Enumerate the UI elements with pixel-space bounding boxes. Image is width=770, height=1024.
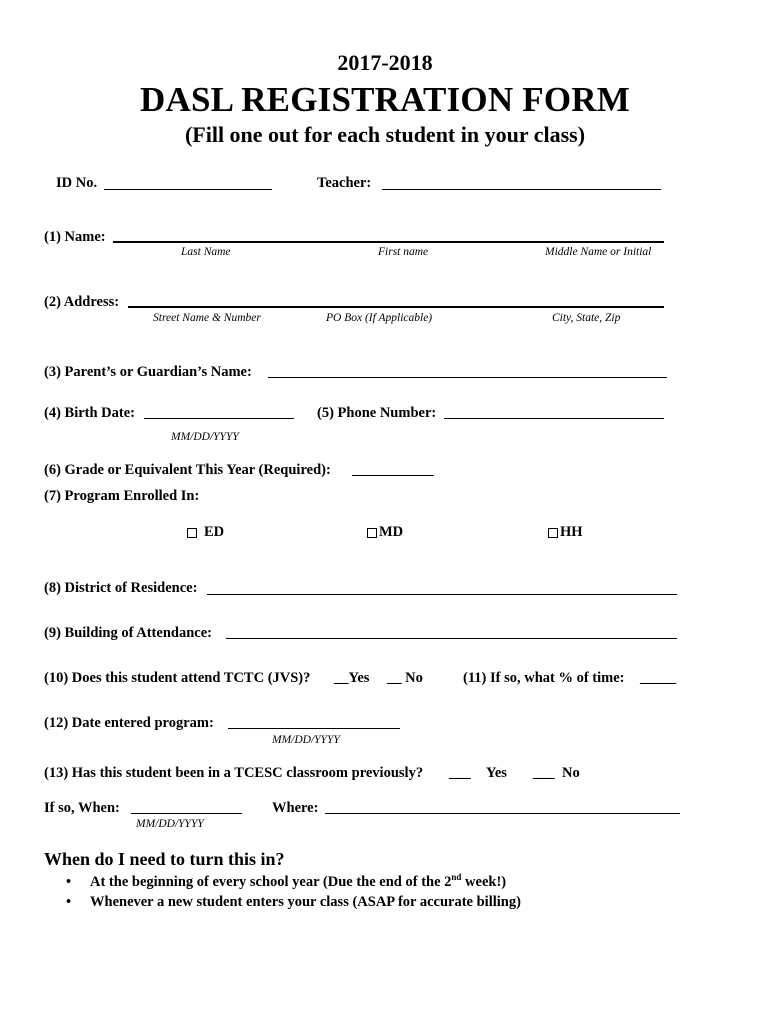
address-field[interactable] [128,306,664,308]
when-field[interactable] [131,813,242,814]
street-hint: Street Name & Number [153,312,261,324]
teacher-label: Teacher: [317,175,372,191]
city-state-zip-hint: City, State, Zip [552,312,621,324]
parent-label: (3) Parent’s or Guardian’s Name: [44,364,252,380]
birth-date-hint: MM/DD/YYYY [171,431,239,443]
po-box-hint: PO Box (If Applicable) [326,312,433,324]
form-year: 2017-2018 [337,50,433,75]
ed-option-label: ED [204,524,225,540]
form-subtitle: (Fill one out for each student in your class) [184,122,586,147]
teacher-field[interactable] [382,189,661,190]
building-label: (9) Building of Attendance: [44,625,212,641]
tcesc-yes-blank[interactable]: ___ [449,765,471,781]
parent-field[interactable] [268,377,667,378]
percent-label: (11) If so, what % of time: [463,670,625,686]
submission-bullet-2: • Whenever a new student enters your class (ASAP for accurate billing) [44,892,521,912]
last-name-hint: Last Name [181,246,231,258]
hh-option-label: HH [560,524,583,540]
when-label: If so, When: [44,800,120,816]
phone-label: (5) Phone Number: [317,405,437,421]
district-label: (8) District of Residence: [44,580,198,596]
when-hint: MM/DD/YYYY [136,818,204,830]
birth-date-label: (4) Birth Date: [44,405,136,421]
submission-list [44,872,521,912]
name-field[interactable] [113,241,664,243]
id-label: ID No. [56,175,98,191]
date-entered-label: (12) Date entered program: [44,715,214,731]
hh-checkbox[interactable] [548,528,558,538]
tctc-label: (10) Does this student attend TCTC (JVS)? [44,670,311,686]
id-field[interactable] [104,189,272,190]
tcesc-yes-label: Yes [486,765,507,781]
where-field[interactable] [325,813,680,814]
phone-field[interactable] [444,418,664,419]
date-entered-field[interactable] [228,728,400,729]
md-option-label: MD [379,524,404,540]
grade-label: (6) Grade or Equivalent This Year (Required): [44,462,331,478]
middle-name-hint: Middle Name or Initial [545,246,652,258]
form-title: DASL REGISTRATION FORM [140,80,630,119]
where-label: Where: [272,800,319,816]
tcesc-label: (13) Has this student been in a TCESC classroom previously? [44,765,424,781]
tcesc-no-blank[interactable]: ___ [533,765,555,781]
district-field[interactable] [207,594,677,595]
ed-checkbox[interactable] [187,528,197,538]
tcesc-no-label: No [562,765,580,781]
address-label: (2) Address: [44,294,120,310]
first-name-hint: First name [378,246,429,258]
tctc-no-option[interactable]: __ No [387,670,423,686]
submission-heading: When do I need to turn this in? [44,849,285,869]
name-label: (1) Name: [44,229,106,245]
date-entered-hint: MM/DD/YYYY [272,734,340,746]
grade-field[interactable] [352,475,434,476]
md-checkbox[interactable] [367,528,377,538]
birth-date-field[interactable] [144,418,294,419]
submission-bullet-1: • At the beginning of every school year (Due the end of the 2nd week!) [44,872,521,892]
tctc-yes-option[interactable]: __Yes [334,670,370,686]
program-label: (7) Program Enrolled In: [44,488,200,504]
building-field[interactable] [226,638,677,639]
percent-field[interactable]: _____ [640,670,677,686]
